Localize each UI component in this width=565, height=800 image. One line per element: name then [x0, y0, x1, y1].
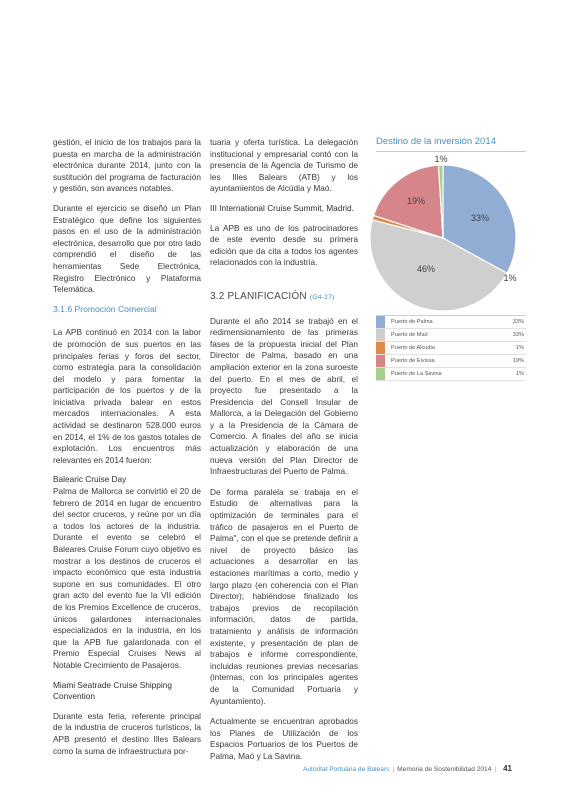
- pie-slice-label: 19%: [406, 196, 426, 206]
- pie-slice-label: 46%: [416, 264, 436, 274]
- legend-swatch: [376, 368, 385, 380]
- paragraph: Palma de Mallorca se convirtió el 20 de febrero de 2014 en lugar de encuentro del sector cruceros, y reúne por un día a todos los actores de la industria. Durante el evento se celebró el Baleares Cruise Forum cuyo objetivo es mostrar a los destinos de cruceros el impacto económico que esta industria supone en sus comunidades. El otro gran acto del evento fue la VII edición de los Premios Excellence de cruceros, únicos galardones internacionales especializados en la industria, en los que la APB fue galardonada con el Premio Especial Cruises News al Notable Crecimiento de Pasajeros.: [53, 486, 201, 670]
- paragraph: Durante esta feria, referente principal de la industria de cruceros turísticos, la APB presentó el destino Illes Balears como la suma de infraestructura por-: [53, 710, 201, 756]
- chart-title-rule: [376, 151, 526, 152]
- legend-value: 1%: [515, 371, 524, 377]
- section-heading-promocion: 3.1.6 Promoción Comercial: [53, 303, 157, 314]
- text-column-middle: [210, 137, 358, 771]
- pie-slice-label: 1%: [434, 155, 448, 164]
- legend-item: [376, 329, 526, 342]
- legend-value: 33%: [512, 332, 524, 338]
- chart-title: Destino de la inversión 2014: [376, 136, 496, 147]
- legend-item: [376, 368, 526, 381]
- footer-separator: |: [392, 766, 395, 773]
- paragraph: Actualmente se encuentran aprobados los Planes de Utilización de los Espacios Portuarios de los Puertos de Palma, Maó y La Savina.: [210, 716, 358, 761]
- paragraph: Durante el año 2014 se trabajó en el redimensionamiento de las primeras fases de la propuesta inicial del Plan Director de Palma, basado en una ampliación exterior en la zona suroeste del puerto. En el mes de abril, el proyecto fue presentado a la Presidencia del Consell Insular de Mallorca, a la Delegación del Gobierno y a la Presidencia de la Cámara de Comercio. A finales del año se inicia actualización y elaboración de una nueva versión del Plan Director de Infraestructuras del Puerto de Palma.: [210, 315, 358, 477]
- footer-separator: |: [494, 766, 497, 773]
- legend-item: [376, 316, 526, 329]
- legend-item: [376, 342, 526, 355]
- paragraph: La APB es uno de los patrocinadores de este evento desde su primera edición que da cita a todos los agentes relacionados con la industria.: [210, 222, 358, 268]
- legend-value: 19%: [512, 358, 524, 364]
- text-column-left: [53, 137, 201, 765]
- paragraph: De forma paralela se trabaja en el Estudio de alternativas para la optimización de terminales para el tráfico de pasajeros en el Puerto de Palma", con el que se pretende definir a nivel de proyecto básico las actuaciones a desarrollar en las estaciones marítimas a corto, medio y largo plazo (en coherencia con el Plan Director); habiéndose finalizado los trabajos previos de recopilación información, datos de partida, tratamiento y análisis de información existente, y presentación de plan de trabajos e informe correspondiente, incluidas reuniones previas necesarias (internas, con los principales agentes de la Comunidad Portuaria y Ayuntamiento).: [210, 486, 358, 706]
- paragraph: gestión, el inicio de los trabajos para la puesta en marcha de la administración electrónica durante 2014, junto con la sustitución del programa de facturación y gestión, son avances notables.: [53, 137, 201, 194]
- legend-item: [376, 355, 526, 368]
- pie-slice-label: 1%: [503, 273, 517, 283]
- footer-organization: Autoritat Portuària de Balears: [302, 766, 390, 773]
- section-reference: (G4-27): [309, 293, 335, 301]
- legend-label: Puerto de Alcudia: [391, 345, 435, 351]
- legend-label: Puerto de Maó: [391, 332, 428, 338]
- legend-swatch: [376, 342, 385, 354]
- footer-report-title: Memoria de Sostenibilidad 2014: [397, 766, 492, 773]
- legend-label: Puerto de La Savina: [391, 371, 442, 377]
- legend-swatch: [376, 316, 385, 328]
- legend-value: 1%: [515, 345, 524, 351]
- legend-label: Puerto de Eivissa: [391, 358, 435, 364]
- paragraph: tuaria y oferta turística. La delegación institucional y empresarial contó con la presencia de la Agencia de Turismo de les Illes Balears (ATB) y los ayuntamientos de Alcúdia y Maó.: [210, 137, 358, 194]
- subheading-cruise-summit: III International Cruise Summit, Madrid.: [210, 202, 354, 213]
- paragraph: La APB continuó en 2014 con la labor de promoción de sus puertos en las principales ferias y foros del sector, como estrategia para la consolidación del modelo y para fomentar la participación de los puertos y de la iniciativa privada balear en estos mercados internacionales. A esta actividad se destinaron 528.000 euros en 2014, el 1% de los gastos totales de explotación. Los encuentros más relevantes en 2014 fueron:: [53, 327, 201, 465]
- legend-swatch: [376, 355, 385, 367]
- pie-slice-label: 33%: [470, 213, 490, 223]
- page-number: 41: [503, 764, 512, 773]
- pie-chart: [360, 155, 540, 315]
- page-footer: [0, 764, 512, 773]
- subheading-balearic-cruise-day: Balearic Cruise Day: [53, 474, 127, 485]
- subheading-miami-seatrade: Miami Seatrade Cruise Shipping Convention: [53, 679, 172, 702]
- section-heading-planificacion: [210, 291, 358, 304]
- chart-legend: [376, 315, 526, 381]
- legend-value: 33%: [512, 319, 524, 325]
- legend-swatch: [376, 329, 385, 341]
- paragraph: Durante el ejercicio se diseñó un Plan Estratégico que define los siguientes pasos en el uso de la administración electrónica, desarrollo que por otro lado comprendió el diseño de las herramientas Sede Electrónica, Registro Electrónico y Plataforma Telemática.: [53, 202, 201, 295]
- section-heading-text: 3.2 PLANIFICACIÓN: [210, 290, 307, 302]
- legend-label: Puerto de Palma: [391, 319, 433, 325]
